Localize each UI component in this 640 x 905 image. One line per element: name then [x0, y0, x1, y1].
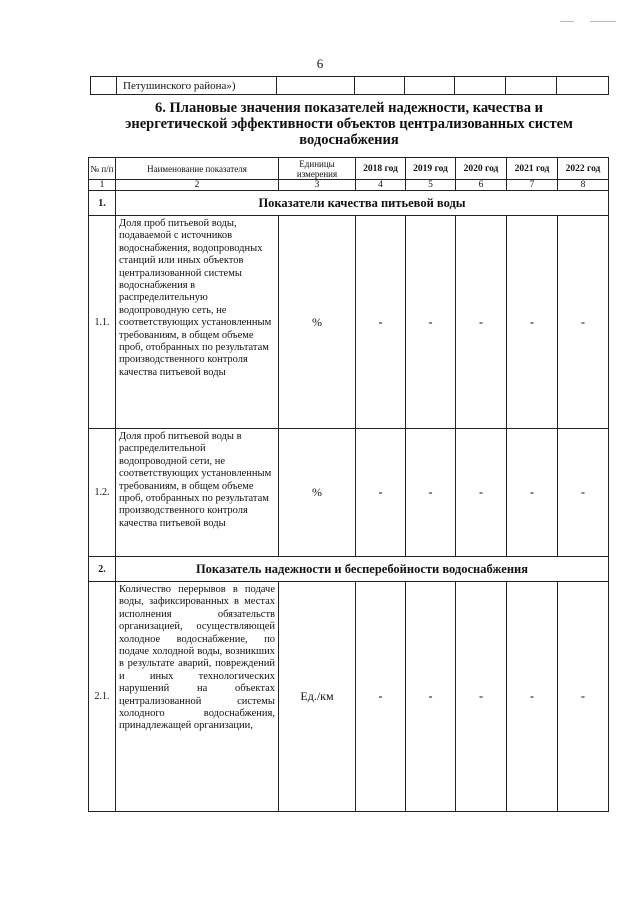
- column-number-row: [89, 180, 609, 191]
- empty-cell: [405, 77, 455, 95]
- value-2021: -: [507, 582, 558, 812]
- value-2022: -: [558, 429, 609, 557]
- value-2020: -: [456, 216, 507, 429]
- header-unit: Единицы измерения: [279, 158, 356, 180]
- empty-cell: [277, 77, 355, 95]
- column-number: 7: [507, 180, 558, 191]
- header-year-2021: 2021 год: [507, 158, 558, 180]
- value-2020: -: [456, 582, 507, 812]
- column-number: 4: [356, 180, 406, 191]
- section-title: Показатель надежности и бесперебойности водоснабжения: [116, 557, 609, 582]
- header-no: № п/п: [89, 158, 116, 180]
- section-title: Показатели качества питьевой воды: [116, 191, 609, 216]
- value-2021: -: [507, 216, 558, 429]
- value-2018: -: [356, 216, 406, 429]
- value-2022: -: [558, 582, 609, 812]
- indicator-name: Количество перерывов в подаче воды, зафиксированных в местах исполнения обязательств организацией, осуществляющей холодное водоснабжение, по подаче холодной воды, возникших в результате аварий, повреждений и иных технологических нарушений на объектах централизованной системы холодного водоснабжения, принадлежащей организации,: [116, 582, 279, 812]
- header-year-2022: 2022 год: [558, 158, 609, 180]
- column-number: 1: [89, 180, 116, 191]
- value-2021: -: [507, 429, 558, 557]
- indicators-table: [88, 157, 609, 812]
- column-number: 5: [406, 180, 456, 191]
- header-name: Наименование показателя: [116, 158, 279, 180]
- column-number: 2: [116, 180, 279, 191]
- column-number: 8: [558, 180, 609, 191]
- value-2019: -: [406, 216, 456, 429]
- empty-cell: [355, 77, 405, 95]
- value-2020: -: [456, 429, 507, 557]
- value-2019: -: [406, 429, 456, 557]
- header-year-2018: 2018 год: [356, 158, 406, 180]
- table-row: [89, 216, 609, 429]
- row-number: 1.2.: [89, 429, 116, 557]
- unit-cell: %: [279, 429, 356, 557]
- section-number: 1.: [89, 191, 116, 216]
- previous-table-end: [90, 76, 609, 95]
- row-number: 2.1.: [89, 582, 116, 812]
- section-heading-line: 6. Плановые значения показателей надежности, качества и: [155, 100, 543, 116]
- empty-cell: [557, 77, 609, 95]
- scan-mark: [590, 21, 616, 22]
- table-row: [89, 582, 609, 812]
- empty-cell: [91, 77, 117, 95]
- column-number: 3: [279, 180, 356, 191]
- unit-cell: %: [279, 216, 356, 429]
- header-row: [89, 158, 609, 180]
- section-heading: [60, 100, 638, 148]
- section-row: [89, 557, 609, 582]
- table-row: [89, 429, 609, 557]
- row-number: 1.1.: [89, 216, 116, 429]
- empty-cell: [506, 77, 557, 95]
- section-number: 2.: [89, 557, 116, 582]
- unit-cell: Ед./км: [279, 582, 356, 812]
- column-number: 6: [456, 180, 507, 191]
- indicator-name: Доля проб питьевой воды, подаваемой с источников водоснабжения, водопроводных станций или иных объектов централизованной системы водоснабжения в распределительную водопроводную сеть, не соответствующих установленным требованиям, в общем объеме проб, отобранных по результатам производственного контроля качества питьевой воды: [116, 216, 279, 429]
- value-2019: -: [406, 582, 456, 812]
- value-2022: -: [558, 216, 609, 429]
- value-2018: -: [356, 582, 406, 812]
- header-year-2020: 2020 год: [456, 158, 507, 180]
- section-heading-line: водоснабжения: [299, 132, 399, 148]
- empty-cell: [455, 77, 506, 95]
- section-row: [89, 191, 609, 216]
- section-heading-line: энергетической эффективности объектов централизованных систем: [125, 116, 573, 132]
- page-number: 6: [316, 56, 324, 71]
- value-2018: -: [356, 429, 406, 557]
- scan-mark: [560, 21, 574, 22]
- indicator-name: Доля проб питьевой воды в распределительной водопроводной сети, не соответствующих установленным требованиям, в общем объеме проб, отобранных по результатам производственного контроля качества питьевой воды: [116, 429, 279, 557]
- header-year-2019: 2019 год: [406, 158, 456, 180]
- prev-table-cell-text: Петушинского района»): [117, 77, 277, 95]
